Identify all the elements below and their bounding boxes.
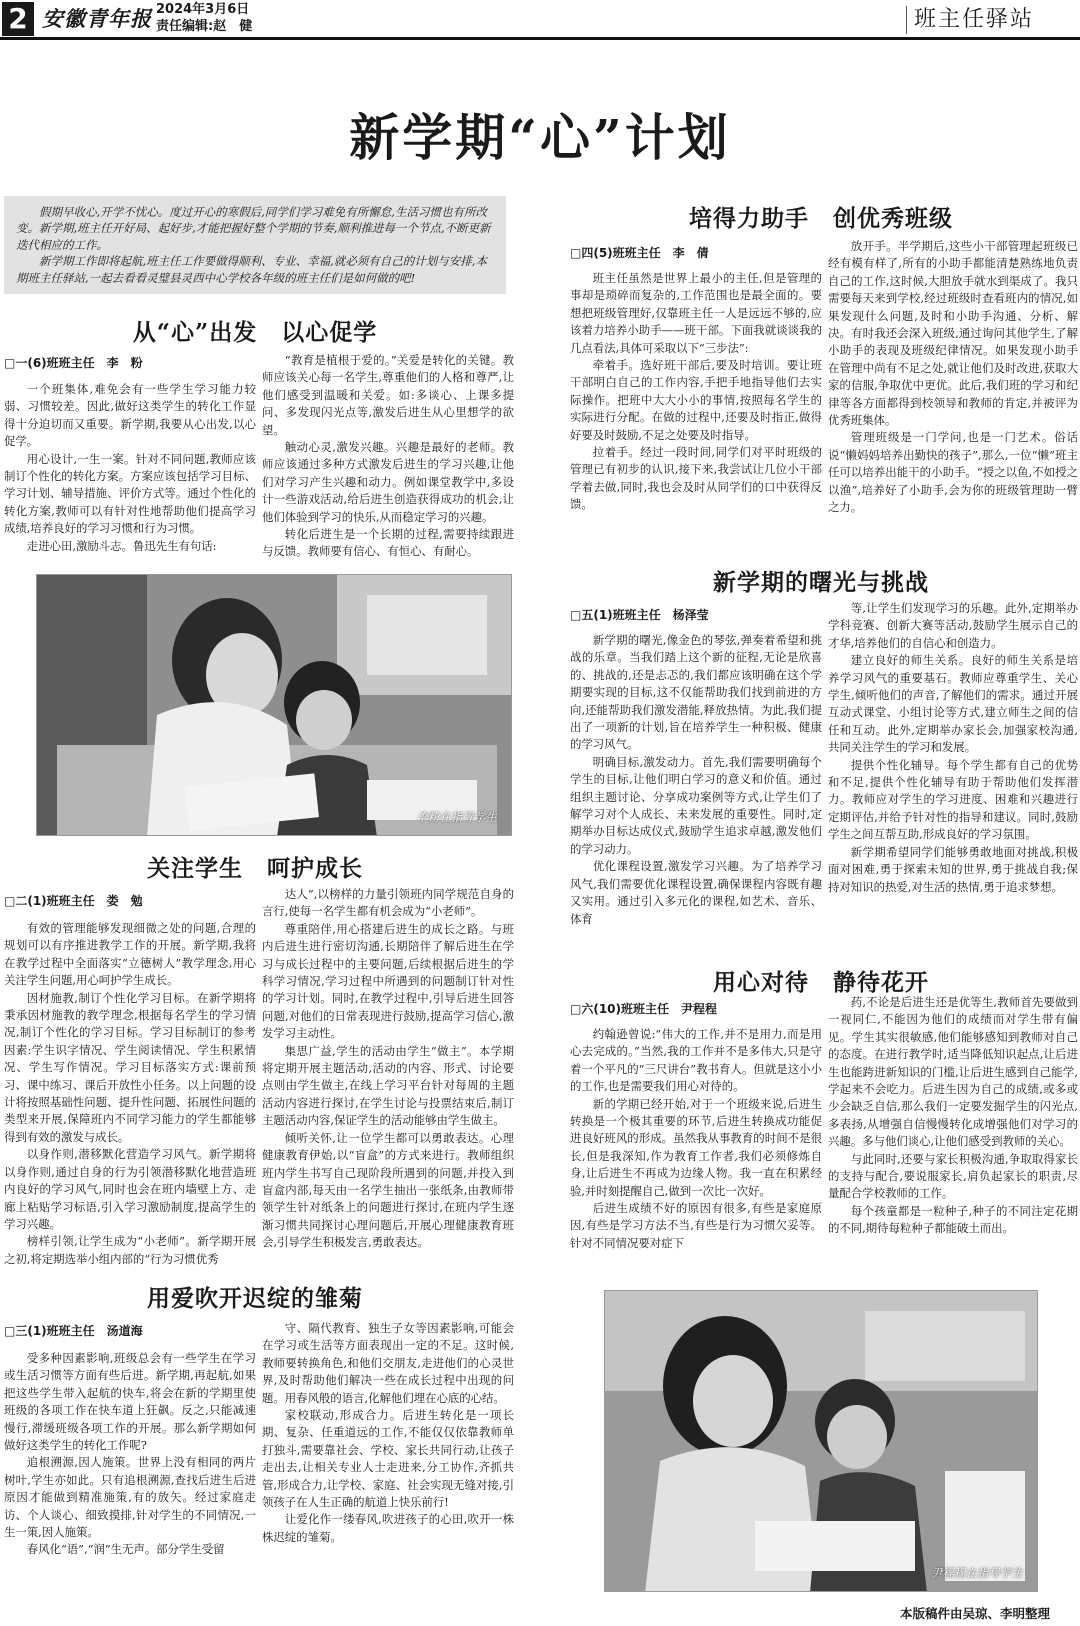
body-paragraph: 优化课程设置,激发学习兴趣。为了培养学习风气,我们需要优化课程设置,确保课程内容既有趣又实用。通过引入多元化的课程,如艺术、音乐、体育 <box>570 859 822 926</box>
editor-line: 责任编辑:赵 健 <box>156 19 253 34</box>
article-3-byline: □三(1)班班主任 汤道海 <box>4 1324 143 1338</box>
article-1-col-1 <box>4 381 256 567</box>
compiler-credit: 本版稿件由吴琼、李明整理 <box>899 1606 1050 1621</box>
article-5-col-2 <box>828 600 1078 957</box>
body-paragraph: 以身作则,潜移默化营造学习风气。新学期将以身作则,通过自身的行为引领潜移默化地营造班内良好的学习风气,同时也会在班内墙壁上方、走廊上粘贴学习标语,引入学习激励制度,提高学生的学习兴趣。 <box>4 1147 256 1231</box>
article-6-byline: □六(10)班班主任 尹程程 <box>570 1002 718 1016</box>
body-paragraph: 让爱化作一缕春风,吹进孩子的心田,吹开一株株迟绽的雏菊。 <box>262 1512 514 1544</box>
body-paragraph: 守、隔代教育、独生子女等因素影响,可能会在学习或生活等方面表现出一定的不足。这时候,教师要转换角色,和他们交朋友,走进他们的心灵世界,及时帮助他们解决一些在成长过程中出现的问题。用春风般的语言,化解他们埋在心底的心结。 <box>262 1321 514 1405</box>
article-4-title: 培得力助手 创优秀班级 <box>689 205 953 232</box>
body-paragraph: 走进心田,激励斗志。鲁迅先生有句话: <box>26 538 217 553</box>
photo-illustration <box>37 575 512 836</box>
article-1-title: 从“心”出发 以心促学 <box>132 319 378 346</box>
body-paragraph: 提供个性化辅导。每个学生都有自己的优势和不足,提供个性化辅导有助于帮助他们发挥潜力。教师应对学生的学习进度、困难和兴趣进行定期评估,并给予针对性的指导和建议。同时,鼓励学生之间互帮互助,形成良好的学习氛围。 <box>828 757 1078 842</box>
body-paragraph: 药,不论是后进生还是优等生,教师首先要做到一视同仁,不能因为他们的成绩而对学生带有偏见。学生其实很敏感,他们能够感知到教师对自己的态度。在进行教学时,适当降低知识起点,让后进生也能跨进新知识的门槛,让后进生感到自己能学,学起来不会吃力。后进生因为自己的成绩,或多或少会缺乏自信,那么我们一定要发掘学生的闪光点,多表扬,从增强自信慢慢转化成增强他们对学习的兴趣。多与他们谈心,让他们感受到教师的关心。 <box>828 995 1078 1149</box>
issue-date: 2024年3月6日 <box>156 2 250 17</box>
body-paragraph: 班主任虽然是世界上最小的主任,但是管理的事却是琐碎而复杂的,工作范围也是最全面的。要想把班级管理好,仅靠班主任一人是远远不够的,应该着力培养小助手——班干部。下面我就谈谈我的几点看法,具体可采取以下“三步法”: <box>570 271 822 355</box>
article-6-title: 用心对待 静待花开 <box>713 969 929 996</box>
body-paragraph: 后进生成绩不好的原因有很多,有些是家庭原因,有些是学习方法不当,有些是行为习惯欠妥等。针对不同情况要对症下 <box>570 1201 822 1250</box>
article-4-byline: □四(5)班班主任 李 倩 <box>570 246 709 260</box>
body-paragraph: 追根溯源,因人施策。世界上没有相同的两片树叶,学生亦如此。只有追根溯源,查找后进生后进原因才能做到精准施策,有的放矢。经过家庭走访、个人谈心、细致摸排,针对学生的不同情况,一生一策,因人施策。 <box>4 1455 256 1540</box>
photo-1-caption: 李粉在指导学生 <box>416 810 497 824</box>
article-1-col-2 <box>262 352 514 567</box>
article-3-title: 用爱吹开迟绽的雏菊 <box>147 1285 363 1312</box>
body-paragraph: 集思广益,学生的活动由学生“做主”。本学期将定期开展主题活动,活动的内容、形式、讨论要点则由学生做主,在线上学习平台针对每周的主题活动内容进行探讨,在学生讨论与投票结束后,制订主题活动内容,保证学生的活动能够由学生做主。 <box>262 1043 514 1128</box>
body-paragraph: 用心设计,一生一案。针对不同问题,教师应该制订个性化的转化方案。方案应该包括学习目标、学习计划、辅导措施、评价方式等。通过个性化的转化方案,教师可以有针对性地帮助他们提高学习成绩,培养良好的学习习惯和行为习惯。 <box>4 451 256 536</box>
article-2-title: 关注学生 呵护成长 <box>147 855 363 882</box>
body-paragraph: “教育是植根于爱的。”关爱是转化的关键。教师应该关心每一名学生,尊重他们的人格和尊严,让他们感受到温暖和关爱。如:多谈心、上课多提问、多发现闪光点等,激发后进生从心里想学的欲望。 <box>262 353 514 437</box>
newspaper-name: 安徽青年报 <box>42 6 152 31</box>
page-number: 2 <box>2 2 34 36</box>
body-paragraph: 约翰逊曾说:“伟大的工作,并不是用力,而是用心去完成的。”当然,我的工作并不是多伟大,只是守着一个平凡的“三尺讲台”教书育人。但就是这小小的工作,也是需要我们用心对待的。 <box>570 1027 822 1094</box>
article-3-col-1 <box>4 1350 256 1620</box>
body-paragraph: 春风化“语”,“润”生无声。部分学生受留 <box>26 1542 225 1557</box>
body-paragraph: 每个孩童都是一粒种子,种子的不同注定花期的不同,期待每粒种子都能破土而出。 <box>828 1203 1078 1236</box>
article-2-col-2 <box>262 886 514 1272</box>
intro-box <box>4 196 506 294</box>
body-paragraph: 新学期希望同学们能够勇敢地面对挑战,积极面对困难,勇于探索未知的世界,勇于挑战自我;保持对知识的热爱,对生活的热情,勇于追求梦想。 <box>828 844 1078 894</box>
page-headline: 新学期“心”计划 <box>349 108 731 167</box>
body-paragraph: 牵着手。选好班干部后,要及时培训。要让班干部明白自己的工作内容,手把手地指导他们去实际操作。把班中大大小小的事情,按照每名学生的实际进行分配。在做的过程中,还要及时指正,做得好要及时鼓励,不足之处要及时指导。 <box>570 358 822 442</box>
body-paragraph: 拉着手。经过一段时间,同学们对平时班级的管理已有初步的认识,接下来,我尝试让几位小干部学着去做,同时,我也会及时从同学们的口中获得反馈。 <box>570 445 822 512</box>
photo-teacher-yin-chengcheng <box>604 1290 1038 1592</box>
article-3-col-2 <box>262 1320 514 1620</box>
photo-teacher-li-fen <box>36 574 512 836</box>
body-paragraph: 有效的管理能够发现细微之处的问题,合理的规划可以有序推进教学工作的开展。新学期,我将在教学过程中全面落实“立德树人”教学理念,用心关注学生问题,用心呵护学生成长。 <box>4 921 256 988</box>
article-6-col-1 <box>570 1026 822 1278</box>
body-paragraph: 与此同时,还要与家长积极沟通,争取取得家长的支持与配合,要说服家长,肩负起家长的职责,尽量配合学校教师的工作。 <box>828 1151 1078 1201</box>
body-paragraph: 家校联动,形成合力。后进生转化是一项长期、复杂、任重道远的工作,不能仅仅依靠教师单打独斗,需要靠社会、学校、家长共同行动,让孩子走出去,让相关专业人士走进来,分工协作,齐抓共管,形成合力,让学校、家庭、社会实现无缝对接,引领孩子在人生正确的航道上快乐前行! <box>262 1408 514 1510</box>
body-paragraph: 建立良好的师生关系。良好的师生关系是培养学习风气的重要基石。教师应尊重学生、关心学生,倾听他们的声音,了解他们的需求。通过开展互动式课堂、小组讨论等方式,建立师生之间的信任和互动。此外,定期举办家长会,加强家校沟通,共同关注学生的学习和发展。 <box>828 653 1078 755</box>
article-5-col-1 <box>570 632 822 957</box>
masthead-divider <box>906 6 907 34</box>
article-5-title: 新学期的曙光与挑战 <box>713 569 929 596</box>
body-paragraph: 榜样引领,让学生成为“小老师”。新学期开展之初,将定期选举小组内部的“行为习惯优秀 <box>4 1234 256 1266</box>
body-paragraph: 新的学期已经开始,对于一个班级来说,后进生转换是一个极其重要的环节,后进生转换成功能促进良好班风的形成。虽然我从事教育的时间不是很长,但是我深知,作为教育工作者,我们必须修炼自身,让后进生不再成为边缘人物。我一直在积累经验,并时刻提醒自己,做到一次比一次好。 <box>570 1096 822 1198</box>
article-4-col-2 <box>828 238 1078 555</box>
body-paragraph: 放开手。半学期后,这些小干部管理起班级已经有模有样了,所有的小助手都能清楚熟练地负责自己的工作,这时候,大胆放手就水到渠成了。我只需要每天来到学校,经过班级时查看班内的情况,如果发现什么问题,及时和小助手沟通、分析、解决。有时我还会深入班级,通过询问其他学生,了解小助手的表现及班级纪律情况。如果发现小助手在管理中尚有不足之处,就让他们及时改进,获取大家的信服,争取优中更优。此后,我们班的学习和纪律等各方面都得到校领导和教师的肯定,并被评为优秀班集体。 <box>828 239 1078 428</box>
body-paragraph: 新学期的曙光,像金色的琴弦,弹奏着希望和挑战的乐章。当我们踏上这个新的征程,无论是欣喜的、挑战的,还是忐忑的,我们都应该明确在这个学期要实现的目标,这不仅能帮助我们找到前进的方向,还能帮助我们激发潜能,释放热情。为此,我们提出了一项新的计划,旨在培养学生一种积极、健康的学习风气。 <box>570 633 822 752</box>
article-1-byline: □一(6)班班主任 李 粉 <box>4 356 143 370</box>
photo-illustration <box>605 1291 1038 1592</box>
body-paragraph: 一个班集体,难免会有一些学生学习能力较弱、习惯较差。因此,做好这类学生的转化工作显得十分迫切而又重要。新学期,我要从心出发,以心促学。 <box>4 382 256 449</box>
body-paragraph: 触动心灵,激发兴趣。兴趣是最好的老师。教师应该通过多种方式激发后进生的学习兴趣,让他们对学习产生兴趣和动力。例如课堂教学中,多设计一些游戏活动,给后进生创造获得成功的机会,让他们体验到学习的快乐,从而稳定学习的兴趣。 <box>262 440 514 524</box>
body-paragraph: 明确目标,激发动力。首先,我们需要明确每个学生的目标,让他们明白学习的意义和价值。通过组织主题讨论、分享成功案例等方式,让学生们了解学习对个人成长、未来发展的重要性。同时,定期举办目标达成仪式,鼓励学生追求卓越,激发他们的学习动力。 <box>570 754 822 856</box>
body-paragraph: 因材施教,制订个性化学习目标。在新学期将秉承因材施教的教学理念,根据每名学生的学习情况,制订个性化的学习目标。学习目标制订的参考因素:学生识字情况、学生阅读情况、学生积累情况、学生写作情况。学习目标落实方式:课前预习、课中练习、课后开放性小任务。以上问题的设计将按照基础性问题、提升性问题、拓展性问题的类型来开展,保障班内不同学习能力的学生都能够得到有效的激发与成长。 <box>4 990 256 1144</box>
body-paragraph: 倾听关怀,让一位学生都可以勇敢表达。心理健康教育伊始,以“盲盒”的方式来进行。教师组织班内学生书写自己现阶段所遇到的问题,并投入到盲盒内部,每天由一名学生抽出一张纸条,由教师带领学生针对纸条上的问题进行探讨,在班内学生逐渐习惯共同探讨心理问题后,开展心理健康教育班会,引导学生积极发言,勇敢表达。 <box>262 1130 514 1250</box>
intro-paragraph: 假期早收心,开学不忧心。度过开心的寒假后,同学们学习难免有所懈怠,生活习惯也有所改变。新学期,班主任开好局、起好步,才能把握好整个学期的节奏,顺利推进每一个节点,不断更新迭代相应的工作。 <box>16 205 491 252</box>
article-5-byline: □五(1)班班主任 杨泽莹 <box>570 608 709 622</box>
article-2-byline: □二(1)班班主任 娄 勉 <box>4 894 143 908</box>
body-paragraph: 等,让学生们发现学习的乐趣。此外,定期举办学科竞赛、创新大赛等活动,鼓励学生展示自己的才华,培养他们的自信心和创造力。 <box>828 601 1078 650</box>
article-4-col-1 <box>570 270 822 555</box>
body-paragraph: 达人”,以榜样的力量引领班内同学规范自身的言行,使每一名学生都有机会成为“小老师”。 <box>262 887 514 919</box>
section-name: 班主任驿站 <box>913 7 1034 32</box>
body-paragraph: 转化后进生是一个长期的过程,需要持续跟进与反馈。教师要有信心、有恒心、有耐心。 <box>262 527 514 559</box>
body-paragraph: 尊重陪伴,用心搭建后进生的成长之路。与班内后进生进行密切沟通,长期陪伴了解后进生在学习与成长过程中的主要问题,后续根据后进生的学科学习情况,学习过程中所遇到的问题制订针对性的学习计划。同时,在教学过程中,引导后进生回答问题,对他们的日常表现进行鼓励,提高学习信心,激发学习主动性。 <box>262 921 514 1041</box>
body-paragraph: 管理班级是一门学问,也是一门艺术。俗话说“懒妈妈培养出勤快的孩子”,那么,一位“懒”班主任可以培养出能干的小助手。“授之以鱼,不如授之以渔”,培养好了小助手,会为你的班级管理助一臂之力。 <box>828 430 1078 515</box>
photo-2-caption: 尹程程在指导学生 <box>931 1566 1023 1580</box>
article-2-col-1 <box>4 920 256 1272</box>
intro-paragraph: 新学期工作即将起航,班主任工作要做得顺利、专业、幸福,就必须有自己的计划与安排,本期班主任驿站,一起去看看灵璧县灵西中心学校各年级的班主任们是如何做的吧! <box>16 254 487 285</box>
body-paragraph: 受多种因素影响,班级总会有一些学生在学习或生活习惯等方面有些后进。新学期,再起航,如果把这些学生带入起航的快车,将会在新的学期里使班级的各项工作在快车道上狂飙。反之,只能减速慢行,滞缓班级各项工作的开展。那么新学期如何做好这类学生的转化工作呢? <box>4 1351 256 1453</box>
article-6-col-2 <box>828 994 1078 1278</box>
